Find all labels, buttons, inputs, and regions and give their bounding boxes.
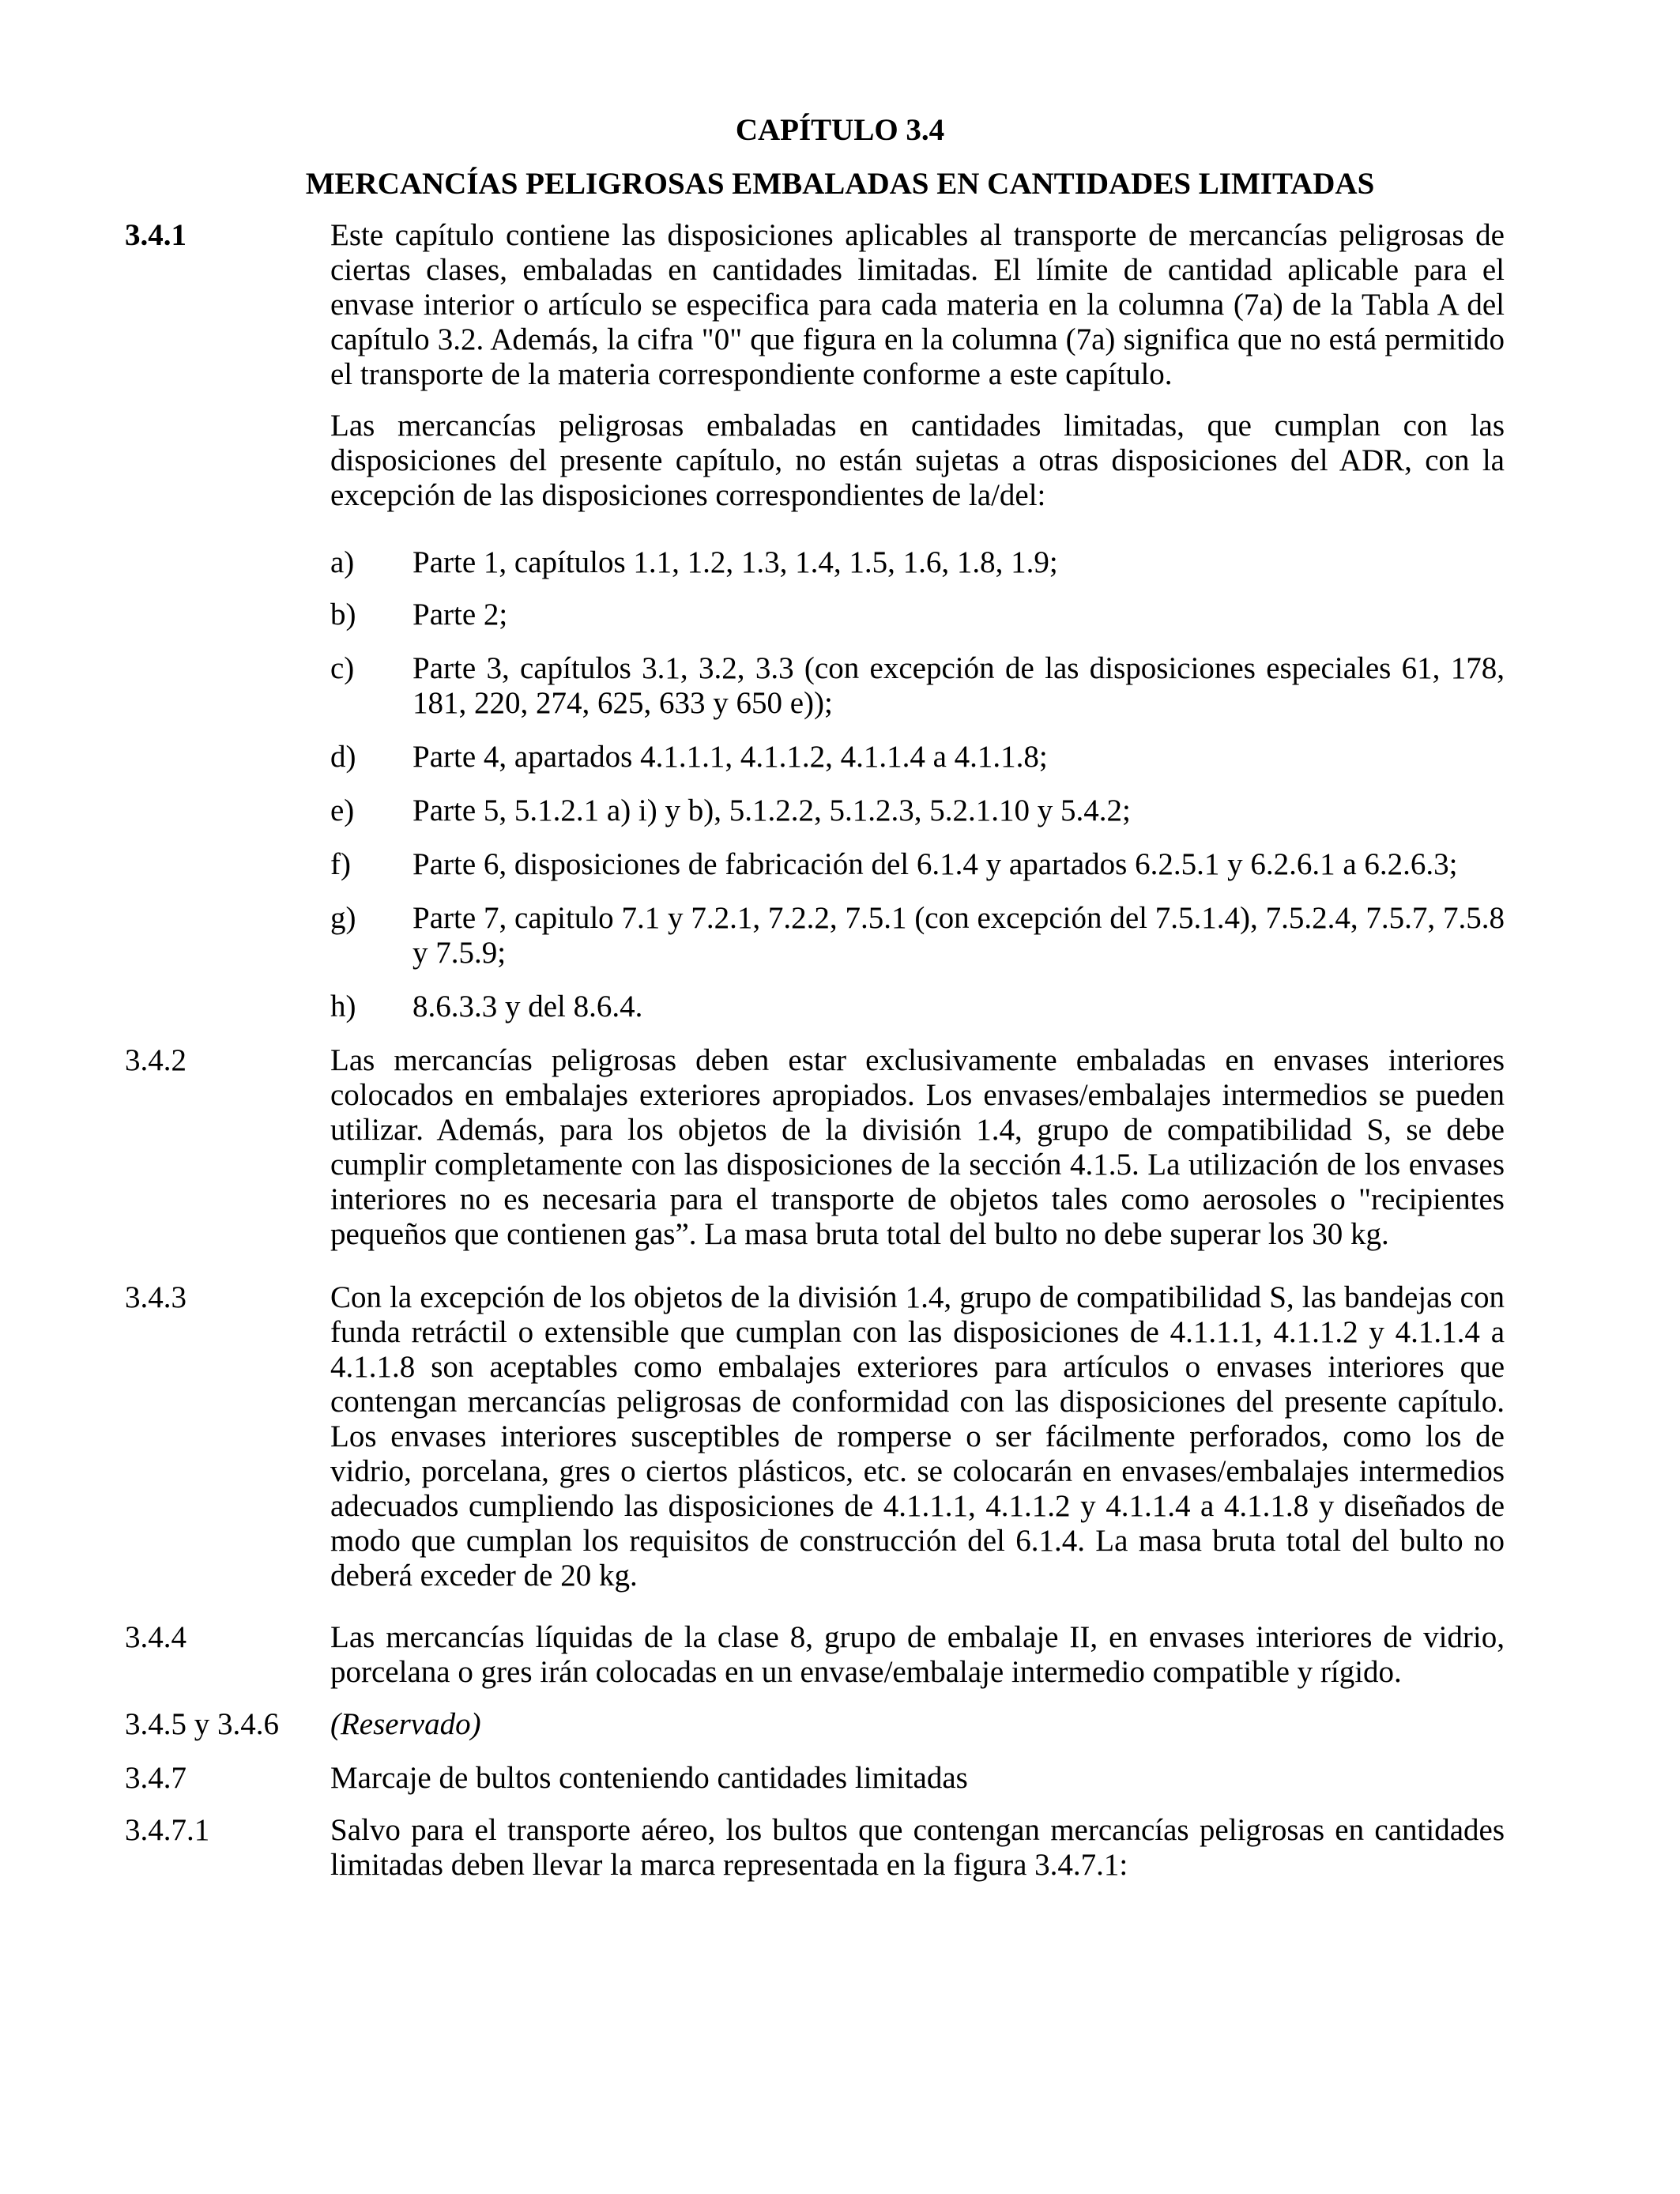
paragraph: Este capítulo contiene las disposiciones aplicables al transporte de mercancías peligrosas de ciertas clases, embaladas en cantidades limitadas. El límite de cantidad aplicable para el envase interior o artículo se especifica para cada materia en la columna (7a) de la Tabla A del capítulo 3.2. Además, la cifra "0" que figura en la columna (7a) significa que no está permitido el transporte de la materia correspondiente conforme a este capítulo. bbox=[330, 218, 1505, 391]
section-body bbox=[330, 218, 1505, 513]
section-number: 3.4.5 y 3.4.6 bbox=[125, 1707, 279, 1741]
paragraph: Marcaje de bultos conteniendo cantidades limitadas bbox=[330, 1761, 968, 1795]
paragraph: Salvo para el transporte aéreo, los bultos que contengan mercancías peligrosas en cantidades limitadas deben llevar la marca representada en la figura 3.4.7.1: bbox=[330, 1813, 1505, 1882]
list-item-text: Parte 7, capitulo 7.1 y 7.2.1, 7.2.2, 7.5.1 (con excepción del 7.5.1.4), 7.5.2.4, 7.5.7, 7.5.8 y 7.5.9; bbox=[412, 901, 1505, 970]
list-item-label: e) bbox=[330, 794, 355, 827]
chapter-subtitle: MERCANCÍAS PELIGROSAS EMBALADAS EN CANTIDADES LIMITADAS bbox=[305, 167, 1375, 201]
list-item-text: Parte 4, apartados 4.1.1.1, 4.1.1.2, 4.1.1.4 a 4.1.1.8; bbox=[412, 740, 1048, 774]
section-number: 3.4.7.1 bbox=[125, 1813, 210, 1847]
paragraph: Las mercancías peligrosas embaladas en cantidades limitadas, que cumplan con las disposiciones del presente capítulo, no están sujetas a otras disposiciones del ADR, con la excepción de las disposiciones correspondientes de la/del: bbox=[330, 409, 1505, 512]
paragraph: Las mercancías peligrosas deben estar exclusivamente embaladas en envases interiores colocados en embalajes exteriores apropiados. Los envases/embalajes intermedios se pueden utilizar. Además, para los objetos de la división 1.4, grupo de compatibilidad S, se debe cumplir completamente con las disposiciones de la sección 4.1.5. La utilización de los envases interiores no es necesaria para el transporte de objetos tales como aerosoles o "recipientes pequeños que contienen gas”. La masa bruta total del bulto no debe superar los 30 kg. bbox=[330, 1043, 1505, 1251]
list-item-text: Parte 2; bbox=[412, 598, 508, 631]
section-body bbox=[330, 1707, 1505, 1742]
section-number: 3.4.7 bbox=[125, 1761, 186, 1795]
section-number: 3.4.3 bbox=[125, 1280, 186, 1314]
list-item-text: Parte 6, disposiciones de fabricación del 6.1.4 y apartados 6.2.5.1 y 6.2.6.1 a 6.2.6.3; bbox=[412, 847, 1458, 881]
section-body bbox=[330, 1043, 1505, 1252]
list-item-label: g) bbox=[330, 901, 356, 935]
list-item-label: d) bbox=[330, 740, 356, 774]
paragraph: (Reservado) bbox=[330, 1707, 481, 1741]
list-item-label: b) bbox=[330, 598, 356, 631]
list-item-label: a) bbox=[330, 545, 355, 579]
section-number: 3.4.1 bbox=[125, 218, 186, 252]
paragraph: Con la excepción de los objetos de la división 1.4, grupo de compatibilidad S, las bandejas con funda retráctil o extensible que cumplan con las disposiciones de 4.1.1.1, 4.1.1.2 y 4.1.1.4 a 4.1.1.8 son aceptables como embalajes exteriores para artículos o envases interiores que contengan mercancías peligrosas de conformidad con las disposiciones del presente capítulo. Los envases interiores susceptibles de romperse o ser fácilmente perforados, como los de vidrio, porcelana, gres o ciertos plásticos, etc. se colocarán en envases/embalajes intermedios adecuados cumpliendo las disposiciones de 4.1.1.1, 4.1.1.2 y 4.1.1.4 a 4.1.1.8 y diseñados de modo que cumplan los requisitos de construcción del 6.1.4. La masa bruta total del bulto no deberá exceder de 20 kg. bbox=[330, 1280, 1505, 1593]
list-item-text: 8.6.3.3 y del 8.6.4. bbox=[412, 990, 643, 1023]
section-body bbox=[330, 1280, 1505, 1593]
section-body bbox=[330, 1813, 1505, 1883]
chapter-title: CAPÍTULO 3.4 bbox=[735, 113, 945, 147]
paragraph: Las mercancías líquidas de la clase 8, grupo de embalaje II, en envases interiores de vidrio, porcelana o gres irán colocadas en un envase/embalaje intermedio compatible y rígido. bbox=[330, 1620, 1505, 1689]
list-item-text: Parte 5, 5.1.2.1 a) i) y b), 5.1.2.2, 5.1.2.3, 5.2.1.10 y 5.4.2; bbox=[412, 794, 1131, 827]
list-item-text: Parte 1, capítulos 1.1, 1.2, 1.3, 1.4, 1.5, 1.6, 1.8, 1.9; bbox=[412, 545, 1058, 579]
list-item-label: c) bbox=[330, 651, 355, 685]
list-item-text: Parte 3, capítulos 3.1, 3.2, 3.3 (con excepción de las disposiciones especiales 61, 178, 181, 220, 274, 625, 633 y 650 e)); bbox=[412, 651, 1505, 720]
section-number: 3.4.4 bbox=[125, 1620, 186, 1654]
list-item-label: h) bbox=[330, 990, 356, 1023]
section-body bbox=[330, 1620, 1505, 1690]
section-heading bbox=[330, 1761, 1505, 1796]
section-number: 3.4.2 bbox=[125, 1043, 186, 1077]
list-item-label: f) bbox=[330, 847, 351, 881]
